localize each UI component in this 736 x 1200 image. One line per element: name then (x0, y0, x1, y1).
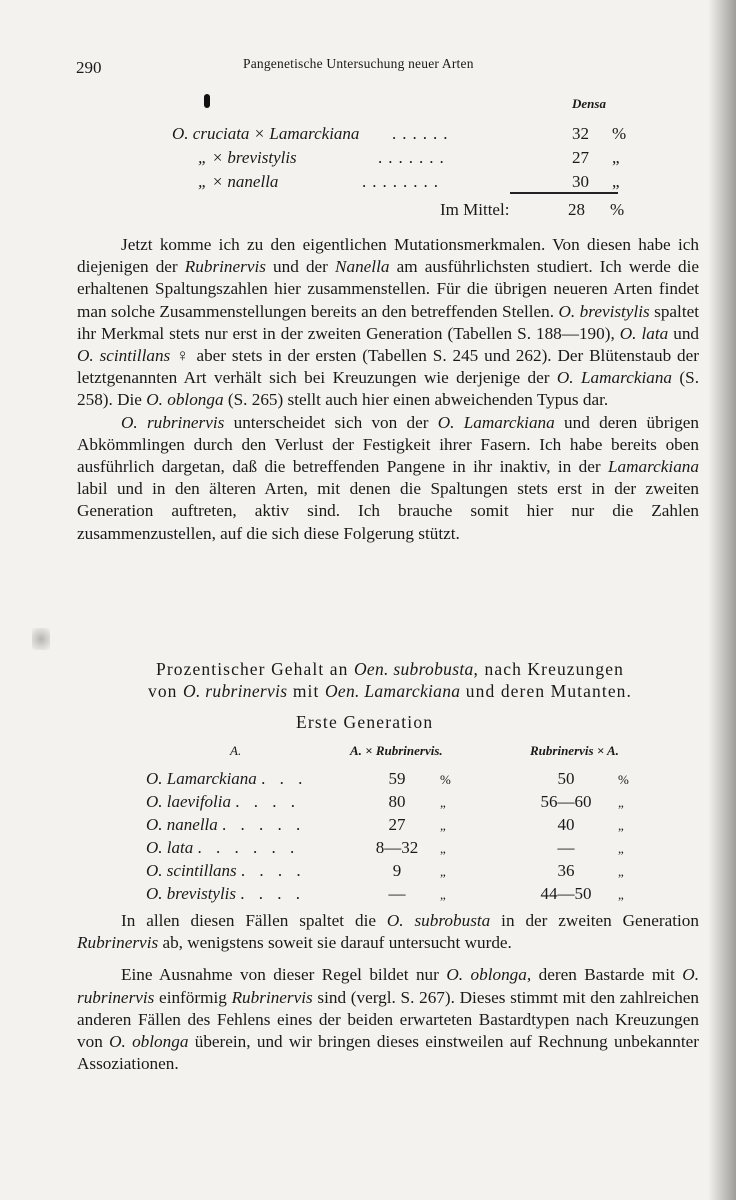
paragraph: In allen diesen Fällen spaltet die O. subrobusta in der zweiten Generation Rubrinervis ab, wenigstens soweit sie darauf untersucht wurde. (77, 911, 699, 953)
table2-subtitle: Erste Generation (296, 712, 434, 732)
table1-row-value: 27 (572, 148, 589, 167)
table2-unit-b: % (440, 772, 451, 787)
table2-title-line2: von O. rubrinervis mit Oen. Lamarckiana und deren Mutanten. (147, 681, 633, 701)
table2-row-label: O. laevifolia . . . . (146, 792, 300, 811)
table1-row-label: O. cruciata × Lamarckiana (172, 124, 360, 143)
table2-unit-b: „ (440, 864, 446, 879)
table2-row (0, 838, 736, 860)
table2-unit-b: „ (440, 818, 446, 833)
page-number: 290 (76, 58, 102, 77)
table1-row (0, 148, 736, 170)
table1-row-unit: „ (612, 148, 620, 167)
table2-unit-c: „ (618, 887, 624, 902)
table1-row (0, 172, 736, 194)
table1-row-value: 30 (572, 172, 589, 191)
table1-column-header: Densa (572, 96, 606, 111)
table2-row-label: O. brevistylis . . . . (146, 884, 306, 903)
table1-sum-rule (510, 192, 618, 194)
scan-speck (32, 628, 50, 650)
table1-row-label: „ × brevistylis (198, 148, 297, 167)
table2-unit-c: „ (618, 818, 624, 833)
body-text-1 (77, 234, 699, 545)
table2-unit-c: „ (618, 864, 624, 879)
table1-mean-unit: % (610, 200, 625, 219)
table2-value-a-x-rubrinervis: 59 (388, 769, 406, 788)
table1-row-value: 32 (572, 124, 589, 143)
paragraph: Jetzt komme ich zu den eigentlichen Mutationsmerkmalen. Von diesen habe ich diejenigen der Rubrinervis und der Nanella am ausführlichsten studiert. Ich werde die erhaltenen Spaltungszahlen hier zusammenstellen. Für die übrigen neueren Arten findet man solche Zusammenstellungen bereits an den betreffenden Stellen. O. brevistylis spaltet ihr Merkmal stets nur erst in der zweiten Generation (Tabellen S. 188—190), O. lata und O. scintillans ♀ aber stets in der ersten (Tabellen S. 245 und 262). Der Blütenstaub der letztgenannten Art verhält sich bei Kreuzungen wie derjenige der O. Lamarckiana (S. 258). Die O. oblonga (S. 265) stellt auch hier einen abweichenden Typus dar. (77, 235, 700, 410)
table2-unit-b: „ (440, 795, 446, 810)
table2-col-header-b: A. × Rubrinervis. (350, 743, 443, 758)
table2-value-a-x-rubrinervis: 8—32 (375, 838, 419, 857)
table2-unit-c: „ (618, 841, 624, 856)
table1-row (0, 124, 736, 146)
table2-unit-c: „ (618, 795, 624, 810)
table2-value-rubrinervis-x-a: 56—60 (540, 792, 592, 811)
table2-value-a-x-rubrinervis: 27 (388, 815, 406, 834)
ink-mark (204, 94, 210, 108)
table2-value-a-x-rubrinervis: 80 (388, 792, 406, 811)
table2-row (0, 769, 736, 791)
table1-mean-value: 28 (568, 200, 585, 219)
table2-row (0, 792, 736, 814)
table2-row (0, 884, 736, 906)
table1-row-unit: % (612, 124, 627, 143)
table2-value-a-x-rubrinervis: 9 (392, 861, 402, 880)
table2-row-label: O. Lamarckiana . . . (146, 769, 308, 788)
table2-unit-b: „ (440, 841, 446, 856)
table1-mean-label: Im Mittel: (440, 200, 510, 219)
table2-row-label: O. nanella . . . . . (146, 815, 306, 834)
table2-row (0, 861, 736, 883)
leader-dots: ....... (378, 148, 450, 167)
table2-unit-c: % (618, 772, 629, 787)
table2-value-rubrinervis-x-a: 40 (557, 815, 575, 834)
leader-dots: ........ (362, 172, 444, 191)
table2-value-rubrinervis-x-a: 36 (557, 861, 575, 880)
table2-value-a-x-rubrinervis: — (388, 884, 406, 903)
table2-col-header-c: Rubrinervis × A. (530, 743, 619, 758)
running-title: Pangenetische Untersuchung neuer Arten (243, 56, 474, 71)
paragraph: O. rubrinervis unterscheidet sich von der O. Lamarckiana und deren übrigen Abkömmlingen durch den Verlust der Festigkeit ihrer Fasern. Ich habe bereits oben ausführlich dargetan, daß die betreffenden Pangene in ihr inaktiv, in der Lamarckiana labil und in den älteren Arten, mit denen die Spaltungen stets erst in der zweiten Generation auftreten, aktiv sind. Ich brauche somit hier nur die Zahlen zusammenzustellen, auf die sich diese Folgerung stützt. (77, 412, 700, 543)
table1-row-label: „ × nanella (198, 172, 279, 191)
table2-value-rubrinervis-x-a: 50 (557, 769, 575, 788)
table2-row-label: O. scintillans . . . . (146, 861, 306, 880)
table2-col-header-a: A. (230, 743, 242, 758)
table2-row (0, 815, 736, 837)
leader-dots: ...... (392, 124, 454, 143)
paragraph: Eine Ausnahme von dieser Regel bildet nur O. oblonga, deren Bastarde mit O. rubrinervis einförmig Rubrinervis sind (vergl. S. 267). Dieses stimmt mit den zahlreichen anderen Fällen des Fehlens eines der beiden erwarteten Bastardtypen nach Kreuzungen von O. oblonga überein, und wir bringen dieses einstweilen auf Rechnung unbekannter Assoziationen. (77, 965, 700, 1074)
body-text-2 (77, 910, 699, 1075)
table2-unit-b: „ (440, 887, 446, 902)
table2-row-label: O. lata . . . . . . (146, 838, 300, 857)
table2-value-rubrinervis-x-a: — (557, 838, 575, 857)
table2-title-line1: Prozentischer Gehalt an Oen. subrobusta, nach Kreuzungen (156, 659, 624, 679)
table2-value-rubrinervis-x-a: 44—50 (540, 884, 592, 903)
table1-row-unit: „ (612, 172, 620, 191)
